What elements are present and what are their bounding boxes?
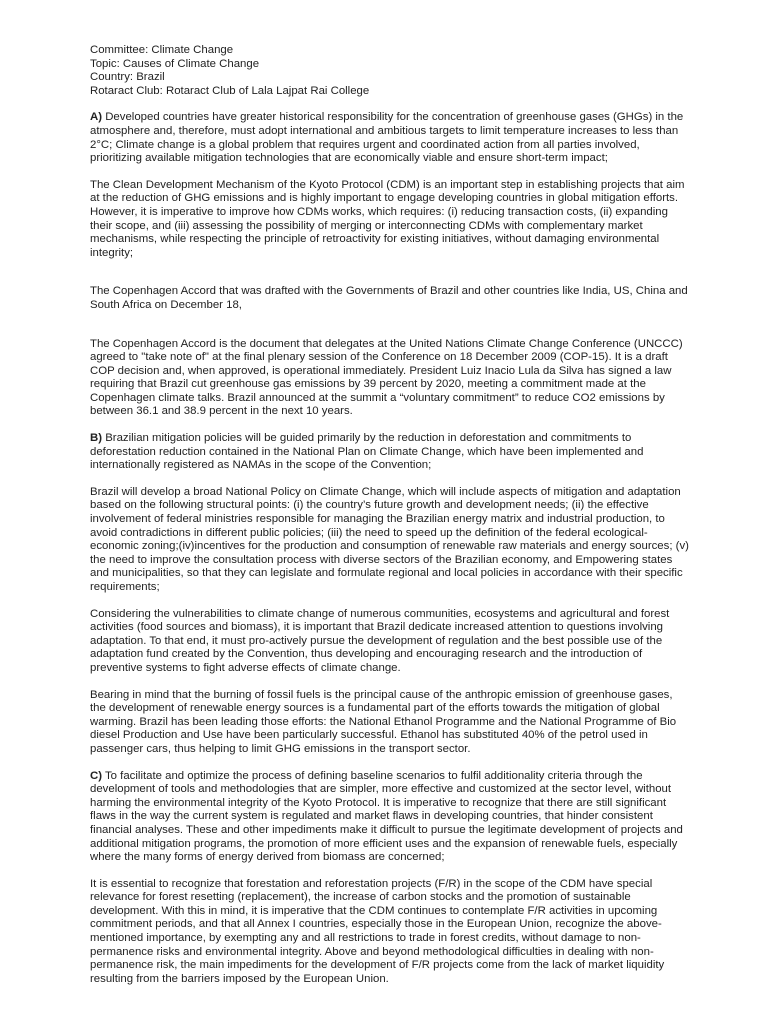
paragraph-cdm [90, 179, 690, 261]
paragraph-text: Brazilian mitigation policies will be guided primarily by the reduction in deforestation and commitments to deforestation reduction contained in the National Plan on Climate Change, which have been implemented and internationally registered as NAMAs in the scope of the Convention; [90, 432, 644, 472]
paragraph-text: Bearing in mind that the burning of fossil fuels is the principal cause of the anthropic emission of greenhouse gases, the development of renewable energy sources is a fundamental part of the efforts towards the mitigation of global warming. Brazil has been leading those efforts: the National Ethanol Programme and the National Programme of Bio diesel Production and Use have been particularly successful. Ethanol has substituted 40% of the petrol used in passenger cars, thus helping to limit GHG emissions in the transport sector. [90, 688, 677, 755]
section-letter-a: A) [90, 111, 103, 124]
section-letter-c: C) [90, 769, 103, 782]
paragraph-forestation [90, 878, 690, 987]
document-page [90, 44, 690, 999]
paragraph-text: The Copenhagen Accord that was drafted with the Governments of Brazil and other countries like India, US, China and South Africa on December 18, [90, 285, 688, 311]
committee-line: Committee: Climate Change [90, 44, 234, 56]
paragraph-copenhagen-accord [90, 338, 690, 420]
paragraph-text: The Clean Development Mechanism of the Kyoto Protocol (CDM) is an important step in establishing projects that aim at the reduction of GHG emissions and is highly important to engage developing countries in global mitigation efforts. However, it is imperative to improve how CDMs works, which requires: (i) reducing transaction costs, (ii) expanding their scope, and (iii) assessing the possibility of merging or interconnecting CDMs with complementary market mechanisms, while respecting the principle of retroactivity for existing initiatives, without damaging environmental integrity; [90, 178, 685, 259]
paragraph-renewable-energy [90, 689, 690, 757]
paragraph-national-policy [90, 486, 690, 595]
paragraph-c-intro [90, 770, 690, 865]
topic-line: Topic: Causes of Climate Change [90, 57, 260, 70]
paragraph-text: It is essential to recognize that forestation and reforestation projects (F/R) in the scope of the CDM have special relevance for forest resetting (replacement), the increase of carbon stocks and the promotion of sustainable development. With this in mind, it is imperative that the CDM continues to contemplate F/R activities in upcoming commitment periods, and that all Annex I countries, especially those in the European Union, recognize the above-mentioned importance, by exempting any and all restrictions to trade in forest credits, without damage to non-permanence risks and environmental integrity. Above and beyond methodological difficulties in dealing with non-permanence risk, the main impediments for the development of F/R projects come from the lack of market liquidity resulting from the barriers imposed by the European Union. [90, 877, 665, 985]
club-line: Rotaract Club: Rotaract Club of Lala Lajpat Rai College [90, 84, 370, 97]
country-line: Country: Brazil [90, 71, 165, 84]
paragraph-text: The Copenhagen Accord is the document that delegates at the United Nations Climate Change Conference (UNCCC) agreed to "take note of" at the final plenary session of the Conference on 18 December 2009 (COP-15). It is a draft COP decision and, when approved, is operational immediately. President Luiz Inacio Lula da Silva has signed a law requiring that Brazil cut greenhouse gas emissions by 39 percent by 2020, meeting a commitment made at the Copenhagen climate talks. Brazil announced at the summit a “voluntary commitment” to reduce CO2 emissions by between 36.1 and 38.9 percent in the next 10 years. [90, 337, 683, 418]
document-header [90, 44, 690, 98]
paragraph-text: Brazil will develop a broad National Policy on Climate Change, which will include aspects of mitigation and adaptation based on the following structural points: (i) the country’s future growth and development needs; (ii) the effective involvement of federal ministries responsible for managing the Brazilian energy matrix and industrial production, to avoid contradictions in different public policies; (iii) the need to speed up the definition of the federal ecological-economic zoning;(iv)incentives for the production and consumption of renewable raw materials and energy sources; (v) the need to improve the consultation process with diverse sectors of the Brazilian economy, and Empowering states and municipalities, so that they can legislate and formulate regional and local policies in accordance with their specific requirements; [90, 485, 689, 593]
paragraph-copenhagen-drafted [90, 285, 690, 312]
paragraph-b-intro [90, 432, 690, 473]
paragraph-text: Developed countries have greater historical responsibility for the concentration of greenhouse gases (GHGs) in the atmosphere and, therefore, must adopt international and ambitious targets to limit temperature increases to less than 2°C; Climate change is a global problem that requires urgent and coordinated action from all parties involved, prioritizing available mitigation technologies that are economically viable and ensure short-term impact; [90, 111, 684, 165]
paragraph-text: Considering the vulnerabilities to climate change of numerous communities, ecosystems and agricultural and forest activities (food sources and biomass), it is important that Brazil dedicate increased attention to questions involving adaptation. To that end, it must pro-actively pursue the development of regulation and the best possible use of the adaptation fund created by the Convention, thus developing and encouraging research and the introduction of preventive systems to fight adverse effects of climate change. [90, 607, 670, 674]
paragraph-vulnerabilities [90, 608, 690, 676]
paragraph-a-intro [90, 111, 690, 165]
section-letter-b: B) [90, 432, 103, 445]
paragraph-text: To facilitate and optimize the process of defining baseline scenarios to fulfil additionality criteria through the development of tools and methodologies that are simpler, more effective and customized at the sector level, without harming the environmental integrity of the Kyoto Protocol. It is imperative to recognize that there are still significant flaws in the way the current system is regulated and market flaws in developing countries, that hinder consistent financial analyses. These and other impediments make it difficult to pursue the legitimate development of projects and additional mitigation programs, the promotion of more efficient uses and the expansion of renewable fuels, especially where the many forms of energy derived from biomass are concerned; [90, 769, 683, 864]
